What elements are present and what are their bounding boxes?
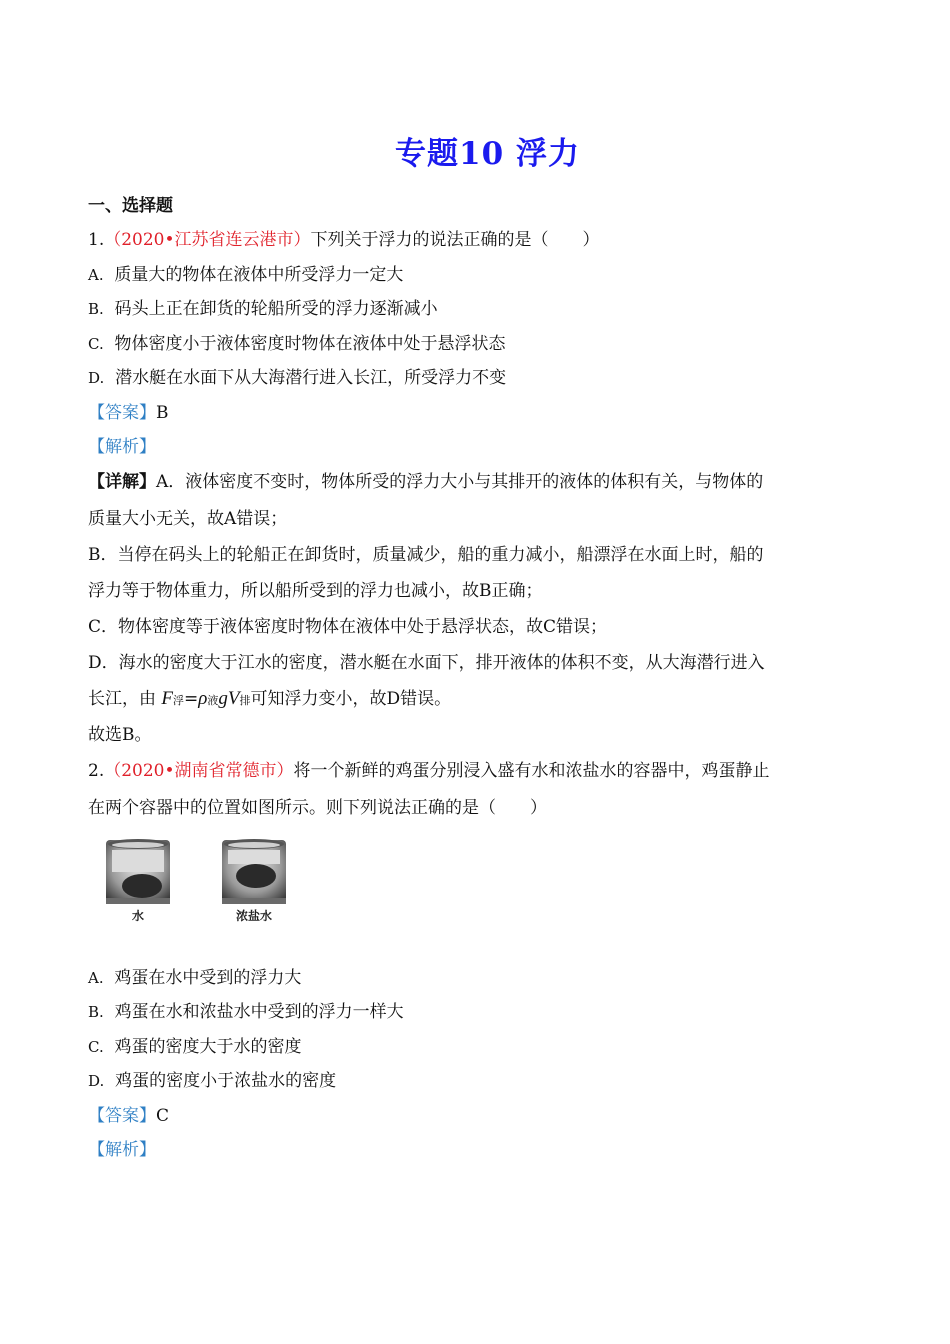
answer-label: 【答案】: [88, 403, 156, 423]
question-source: （2020•湖南省常德市）: [104, 761, 294, 781]
formula-force: F: [161, 688, 174, 709]
label-water: 水: [131, 909, 145, 923]
option-letter: C.: [88, 1038, 104, 1056]
q2-option-a: [88, 967, 301, 989]
question-2-stem-continued: 在两个容器中的位置如图所示。则下列说法正确的是（ ）: [88, 798, 547, 818]
option-a: [88, 264, 403, 286]
question-2-stem: [88, 760, 770, 782]
egg-at-bottom: [122, 874, 162, 898]
q2-option-d: [88, 1070, 336, 1092]
q2-analysis-label: 【解析】: [88, 1140, 156, 1160]
q2-answer-line: [88, 1105, 169, 1127]
detail-line-2: 质量大小无关，故A错误；: [88, 509, 288, 529]
formula-prefix: 长江，由: [88, 689, 156, 709]
detail-label: 【详解】: [88, 472, 156, 492]
option-letter: B.: [88, 1003, 104, 1021]
formula-sub-liquid: 液: [207, 694, 219, 707]
formula-suffix: 可知浮力变小，故D错误。: [250, 689, 452, 709]
option-d: [88, 367, 506, 389]
beakers-figure: [102, 836, 302, 926]
answer-label: 【答案】: [88, 1106, 156, 1126]
conclusion: 故选B。: [88, 725, 152, 745]
section-heading: 一、选择题: [88, 196, 173, 216]
question-text: 将一个新鲜的鸡蛋分别浸入盛有水和浓盐水的容器中，鸡蛋静止: [293, 761, 770, 781]
option-letter: C.: [88, 335, 104, 353]
option-letter: B.: [88, 300, 104, 318]
detail-text: A．液体密度不变时，物体所受的浮力大小与其排开的液体的体积有关，与物体的: [156, 472, 764, 492]
option-letter: A.: [88, 969, 104, 987]
option-text: 质量大的物体在液体中所受浮力一定大: [114, 265, 404, 285]
option-letter: D.: [88, 369, 105, 387]
formula-equals: =: [184, 689, 199, 709]
option-text: 鸡蛋的密度小于浓盐水的密度: [115, 1071, 337, 1091]
answer-value: B: [156, 403, 169, 423]
option-c: [88, 333, 506, 355]
question-1-stem: [88, 229, 600, 251]
beaker-water: [106, 839, 170, 904]
answer-value: C: [156, 1106, 170, 1126]
beaker-brine: [222, 839, 286, 904]
formula-gv: gV: [218, 688, 240, 709]
detail-line-3: B．当停在码头上的轮船正在卸货时，质量减少，船的重力减小，船漂浮在水面上时，船的: [88, 545, 764, 565]
option-b: [88, 298, 438, 320]
question-source: （2020•江苏省连云港市）: [104, 230, 311, 250]
page-title: 专题10 浮力: [395, 136, 580, 172]
question-text: 下列关于浮力的说法正确的是（ ）: [310, 230, 600, 250]
detail-line-6: D．海水的密度大于江水的密度，潜水艇在水面下，排开液体的体积不变，从大海潜行进入: [88, 653, 765, 673]
label-brine: 浓盐水: [235, 909, 273, 923]
answer-line: [88, 402, 169, 424]
detail-line-5: C．物体密度等于液体密度时物体在液体中处于悬浮状态，故C错误；: [88, 617, 608, 637]
option-letter: A.: [88, 266, 104, 284]
option-text: 鸡蛋在水和浓盐水中受到的浮力一样大: [114, 1002, 404, 1022]
option-text: 物体密度小于液体密度时物体在液体中处于悬浮状态: [114, 334, 506, 354]
q2-option-c: [88, 1036, 302, 1058]
option-text: 鸡蛋在水中受到的浮力大: [114, 968, 302, 988]
egg-floating: [236, 864, 276, 888]
formula-sub-float: 浮: [173, 694, 185, 707]
option-text: 鸡蛋的密度大于水的密度: [114, 1037, 302, 1057]
formula-rho: ρ: [198, 688, 208, 709]
analysis-label: 【解析】: [88, 437, 156, 457]
q2-option-b: [88, 1001, 404, 1023]
detail-line-4: 浮力等于物体重力，所以船所受到的浮力也减小，故B正确；: [88, 581, 543, 601]
question-number: 1.: [88, 230, 105, 250]
formula-sub-displaced: 排: [239, 694, 251, 707]
formula-line: [88, 688, 451, 712]
option-text: 码头上正在卸货的轮船所受的浮力逐渐减小: [114, 299, 438, 319]
option-letter: D.: [88, 1072, 105, 1090]
option-text: 潜水艇在水面下从大海潜行进入长江，所受浮力不变: [115, 368, 507, 388]
question-number: 2.: [88, 761, 105, 781]
detail-line-1: [88, 471, 763, 493]
